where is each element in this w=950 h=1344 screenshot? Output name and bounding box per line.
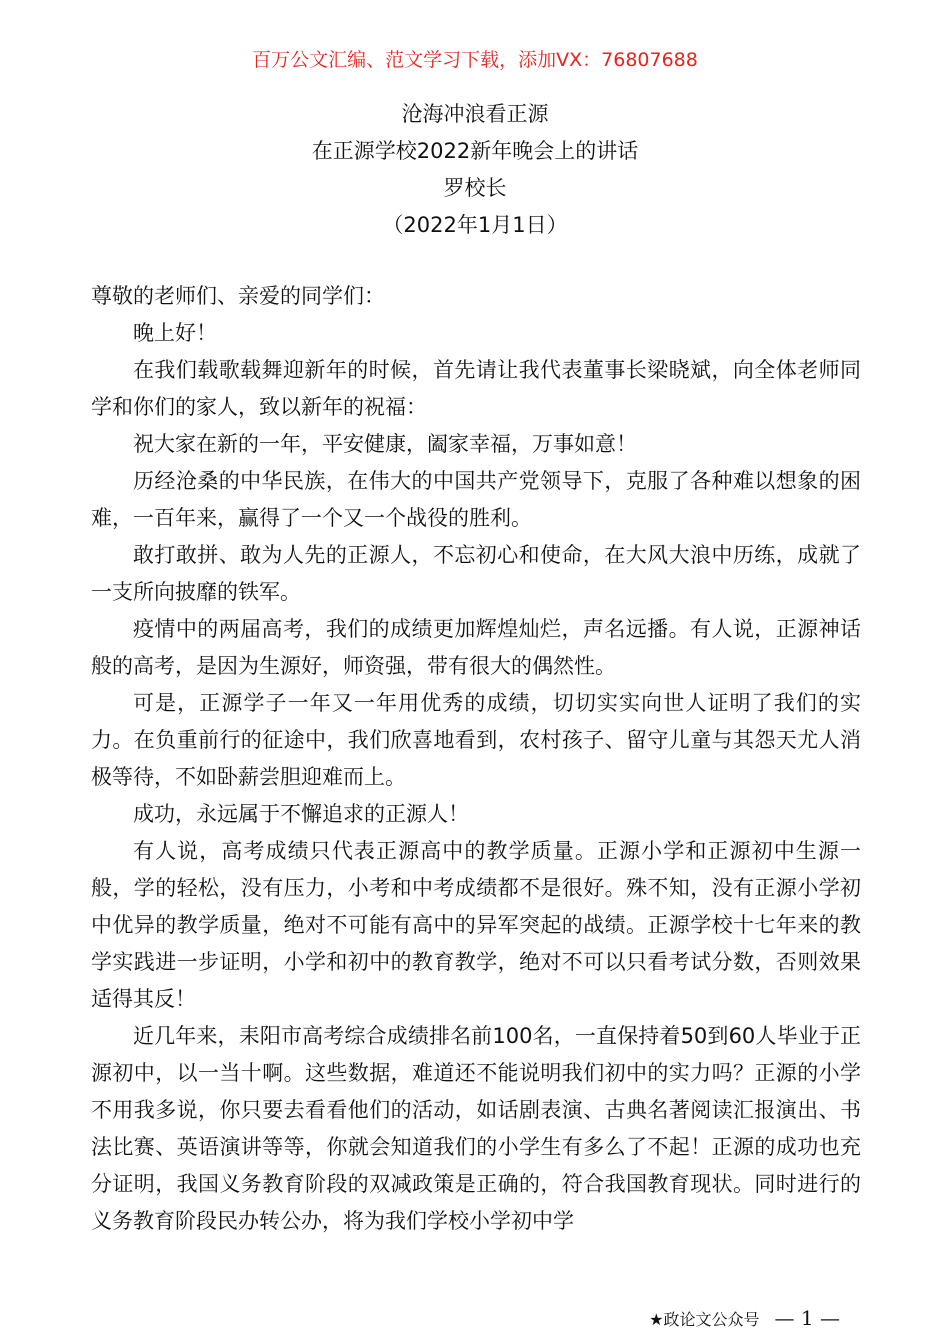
paragraph: 在我们载歌载舞迎新年的时候，首先请让我代表董事长梁晓斌，向全体老师同学和你们的家人，致以新年的祝福： bbox=[91, 358, 861, 419]
paragraph: 晚上好！ bbox=[133, 321, 217, 345]
watermark-banner: 百万公文汇编、范文学习下载，添加VX：76807688 bbox=[252, 49, 698, 71]
paragraph: 近几年来，耒阳市高考综合成绩排名前100名，一直保持着50到60人毕业于正源初中，以一当十啊。这些数据，难道还不能说明我们初中的实力吗？正源的小学不用我多说，你只要去看看他们的活动，如话剧表演、古典名著阅读汇报演出、书法比赛、英语演讲等等，你就会知道我们的小学生有多么了不起！正源的成功也充分证明，我国义务教育阶段的双减政策是正确的，符合我国教育现状。同时进行的义务教育阶段民办转公办，将为我们学校小学初中学 bbox=[91, 1024, 861, 1233]
page-number: — 1 — bbox=[774, 1306, 840, 1330]
paragraph: 祝大家在新的一年，平安健康，阖家幸福，万事如意！ bbox=[133, 432, 637, 456]
speech-date: （2022年1月1日） bbox=[382, 213, 568, 237]
title-block bbox=[0, 96, 950, 244]
page-footer bbox=[649, 1304, 840, 1334]
paragraph: 疫情中的两届高考，我们的成绩更加辉煌灿烂，声名远播。有人说，正源神话般的高考，是因为生源好，师资强，带有很大的偶然性。 bbox=[91, 617, 861, 678]
salutation: 尊敬的老师们、亲爱的同学们： bbox=[91, 284, 385, 308]
footer-source: ★政论文公众号 bbox=[649, 1310, 760, 1329]
paragraph: 有人说，高考成绩只代表正源高中的教学质量。正源小学和正源初中生源一般，学的轻松，没有压力，小考和中考成绩都不是很好。殊不知，没有正源小学初中优异的教学质量，绝对不可能有高中的异军突起的战绩。正源学校十七年来的教学实践进一步证明，小学和初中的教育教学，绝对不可以只看考试分数，否则效果适得其反！ bbox=[91, 839, 861, 1011]
speech-body bbox=[91, 278, 861, 1240]
paragraph: 敢打敢拼、敢为人先的正源人，不忘初心和使命，在大风大浪中历练，成就了一支所向披靡的铁军。 bbox=[91, 543, 861, 604]
document-title: 沧海冲浪看正源 bbox=[401, 102, 549, 126]
paragraph: 历经沧桑的中华民族，在伟大的中国共产党领导下，克服了各种难以想象的困难，一百年来，赢得了一个又一个战役的胜利。 bbox=[91, 469, 861, 530]
paragraph: 可是，正源学子一年又一年用优秀的成绩，切切实实向世人证明了我们的实力。在负重前行的征途中，我们欣喜地看到，农村孩子、留守儿童与其怨天尤人消极等待，不如卧薪尝胆迎难而上。 bbox=[91, 691, 861, 789]
paragraph: 成功，永远属于不懈追求的正源人！ bbox=[133, 802, 469, 826]
document-subtitle: 在正源学校2022新年晚会上的讲话 bbox=[311, 139, 639, 163]
speaker-name: 罗校长 bbox=[443, 176, 507, 200]
